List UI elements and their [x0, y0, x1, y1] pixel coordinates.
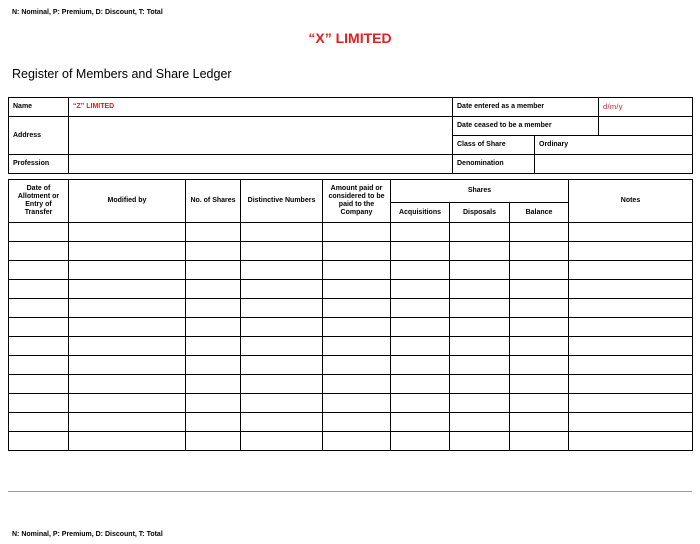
- ledger-cell[interactable]: [241, 413, 323, 432]
- ledger-cell[interactable]: [9, 413, 69, 432]
- header-distinctive-numbers: Distinctive Numbers: [241, 180, 323, 223]
- ledger-cell[interactable]: [323, 356, 391, 375]
- ledger-cell[interactable]: [9, 337, 69, 356]
- ledger-cell[interactable]: [450, 261, 510, 280]
- header-shares: Shares: [391, 180, 569, 203]
- table-row: [9, 413, 693, 432]
- ledger-cell[interactable]: [510, 413, 569, 432]
- ledger-cell[interactable]: [569, 394, 693, 413]
- ledger-cell[interactable]: [569, 375, 693, 394]
- ledger-cell[interactable]: [9, 432, 69, 451]
- ledger-cell[interactable]: [186, 318, 241, 337]
- ledger-cell[interactable]: [450, 375, 510, 394]
- ledger-cell[interactable]: [241, 394, 323, 413]
- ledger-cell[interactable]: [69, 242, 186, 261]
- header-acquisitions: Acquisitions: [391, 203, 450, 223]
- ledger-cell[interactable]: [391, 261, 450, 280]
- ledger-cell[interactable]: [186, 356, 241, 375]
- denomination-label: Denomination: [453, 155, 535, 174]
- ledger-cell[interactable]: [323, 223, 391, 242]
- ledger-cell[interactable]: [569, 299, 693, 318]
- ledger-cell[interactable]: [450, 223, 510, 242]
- ledger-cell[interactable]: [391, 337, 450, 356]
- ledger-cell[interactable]: [323, 280, 391, 299]
- table-row: [9, 223, 693, 242]
- ledger-cell[interactable]: [9, 261, 69, 280]
- ledger-cell[interactable]: [9, 394, 69, 413]
- ledger-cell[interactable]: [69, 280, 186, 299]
- ledger-cell[interactable]: [186, 223, 241, 242]
- ledger-cell[interactable]: [241, 318, 323, 337]
- header-amount-paid: Amount paid or considered to be paid to the Company: [323, 180, 391, 223]
- ledger-cell[interactable]: [391, 356, 450, 375]
- ledger-cell[interactable]: [569, 261, 693, 280]
- table-row: [9, 242, 693, 261]
- divider-line: [8, 491, 692, 492]
- ledger-cell[interactable]: [9, 280, 69, 299]
- ledger-cell[interactable]: [9, 299, 69, 318]
- ledger-cell[interactable]: [391, 375, 450, 394]
- legend-top: N: Nominal, P: Premium, D: Discount, T: Total: [12, 9, 163, 16]
- ledger-cell[interactable]: [241, 356, 323, 375]
- date-ceased-value[interactable]: [599, 117, 693, 136]
- ledger-cell[interactable]: [391, 299, 450, 318]
- ledger-cell[interactable]: [510, 242, 569, 261]
- table-row: [9, 299, 693, 318]
- ledger-cell[interactable]: [569, 318, 693, 337]
- member-info-table: [8, 97, 693, 174]
- ledger-cell[interactable]: [569, 223, 693, 242]
- ledger-cell[interactable]: [569, 280, 693, 299]
- date-entered-label: Date entered as a member: [453, 98, 599, 117]
- denomination-value[interactable]: [535, 155, 693, 174]
- ledger-cell[interactable]: [450, 337, 510, 356]
- class-of-share-label: Class of Share: [453, 136, 535, 155]
- ledger-cell[interactable]: [569, 413, 693, 432]
- ledger-cell[interactable]: [450, 299, 510, 318]
- ledger-cell[interactable]: [9, 375, 69, 394]
- ledger-cell[interactable]: [569, 242, 693, 261]
- legend-bottom: N: Nominal, P: Premium, D: Discount, T: Total: [12, 531, 163, 538]
- date-entered-value[interactable]: d/m/y: [599, 98, 693, 117]
- ledger-cell[interactable]: [69, 223, 186, 242]
- ledger-cell[interactable]: [323, 394, 391, 413]
- ledger-cell[interactable]: [510, 337, 569, 356]
- ledger-cell[interactable]: [241, 242, 323, 261]
- ledger-cell[interactable]: [391, 223, 450, 242]
- header-disposals: Disposals: [450, 203, 510, 223]
- ledger-cell[interactable]: [450, 394, 510, 413]
- ledger-cell[interactable]: [186, 413, 241, 432]
- table-row: [9, 261, 693, 280]
- ledger-cell[interactable]: [186, 394, 241, 413]
- class-of-share-value[interactable]: Ordinary: [535, 136, 693, 155]
- table-row: [9, 432, 693, 451]
- table-row: [9, 337, 693, 356]
- ledger-cell[interactable]: [186, 261, 241, 280]
- ledger-cell[interactable]: [9, 356, 69, 375]
- header-balance: Balance: [510, 203, 569, 223]
- ledger-cell[interactable]: [69, 375, 186, 394]
- ledger-cell[interactable]: [69, 261, 186, 280]
- ledger-cell[interactable]: [186, 299, 241, 318]
- ledger-cell[interactable]: [391, 242, 450, 261]
- ledger-cell[interactable]: [510, 261, 569, 280]
- ledger-cell[interactable]: [569, 337, 693, 356]
- ledger-cell[interactable]: [241, 375, 323, 394]
- ledger-cell[interactable]: [510, 299, 569, 318]
- ledger-cell[interactable]: [69, 413, 186, 432]
- header-no-of-shares: No. of Shares: [186, 180, 241, 223]
- ledger-cell[interactable]: [9, 242, 69, 261]
- name-label: Name: [9, 98, 69, 117]
- company-title: “X” LIMITED: [308, 30, 392, 46]
- ledger-cell[interactable]: [186, 375, 241, 394]
- ledger-cell[interactable]: [323, 299, 391, 318]
- ledger-cell[interactable]: [69, 394, 186, 413]
- ledger-cell[interactable]: [450, 242, 510, 261]
- ledger-body: [9, 223, 693, 451]
- ledger-cell[interactable]: [510, 394, 569, 413]
- ledger-cell[interactable]: [241, 432, 323, 451]
- ledger-cell[interactable]: [69, 356, 186, 375]
- header-modified-by: Modified by: [69, 180, 186, 223]
- ledger-cell[interactable]: [69, 299, 186, 318]
- profession-label: Profession: [9, 155, 69, 174]
- table-row: [9, 318, 693, 337]
- name-value[interactable]: “Z” LIMITED: [69, 98, 453, 117]
- ledger-cell[interactable]: [241, 280, 323, 299]
- ledger-cell[interactable]: [186, 432, 241, 451]
- ledger-cell[interactable]: [450, 356, 510, 375]
- ledger-cell[interactable]: [450, 413, 510, 432]
- address-label: Address: [9, 117, 69, 155]
- ledger-cell[interactable]: [323, 261, 391, 280]
- ledger-cell[interactable]: [450, 280, 510, 299]
- ledger-cell[interactable]: [391, 318, 450, 337]
- ledger-cell[interactable]: [323, 432, 391, 451]
- ledger-cell[interactable]: [391, 432, 450, 451]
- ledger-cell[interactable]: [9, 318, 69, 337]
- header-date: Date of Allotment or Entry of Transfer: [9, 180, 69, 223]
- ledger-cell[interactable]: [186, 242, 241, 261]
- ledger-cell[interactable]: [186, 337, 241, 356]
- address-value[interactable]: [69, 117, 453, 155]
- profession-value[interactable]: [69, 155, 453, 174]
- ledger-cell[interactable]: [323, 375, 391, 394]
- ledger-cell[interactable]: [241, 223, 323, 242]
- ledger-cell[interactable]: [241, 299, 323, 318]
- ledger-cell[interactable]: [323, 242, 391, 261]
- share-ledger-table: [8, 179, 693, 451]
- ledger-cell[interactable]: [241, 337, 323, 356]
- table-row: [9, 375, 693, 394]
- ledger-cell[interactable]: [323, 413, 391, 432]
- ledger-cell[interactable]: [69, 432, 186, 451]
- register-title: Register of Members and Share Ledger: [12, 67, 232, 81]
- ledger-cell[interactable]: [391, 280, 450, 299]
- ledger-cell[interactable]: [510, 356, 569, 375]
- ledger-cell[interactable]: [450, 318, 510, 337]
- ledger-cell[interactable]: [510, 432, 569, 451]
- ledger-cell[interactable]: [69, 318, 186, 337]
- ledger-cell[interactable]: [510, 318, 569, 337]
- ledger-cell[interactable]: [450, 432, 510, 451]
- table-row: [9, 356, 693, 375]
- ledger-cell[interactable]: [569, 432, 693, 451]
- table-row: [9, 394, 693, 413]
- ledger-cell[interactable]: [510, 375, 569, 394]
- ledger-cell[interactable]: [69, 337, 186, 356]
- ledger-cell[interactable]: [510, 223, 569, 242]
- ledger-cell[interactable]: [510, 280, 569, 299]
- ledger-cell[interactable]: [323, 318, 391, 337]
- ledger-cell[interactable]: [569, 356, 693, 375]
- header-notes: Notes: [569, 180, 693, 223]
- date-ceased-label: Date ceased to be a member: [453, 117, 599, 136]
- ledger-cell[interactable]: [323, 337, 391, 356]
- table-row: [9, 280, 693, 299]
- ledger-cell[interactable]: [186, 280, 241, 299]
- ledger-cell[interactable]: [241, 261, 323, 280]
- ledger-cell[interactable]: [391, 394, 450, 413]
- ledger-cell[interactable]: [9, 223, 69, 242]
- ledger-cell[interactable]: [391, 413, 450, 432]
